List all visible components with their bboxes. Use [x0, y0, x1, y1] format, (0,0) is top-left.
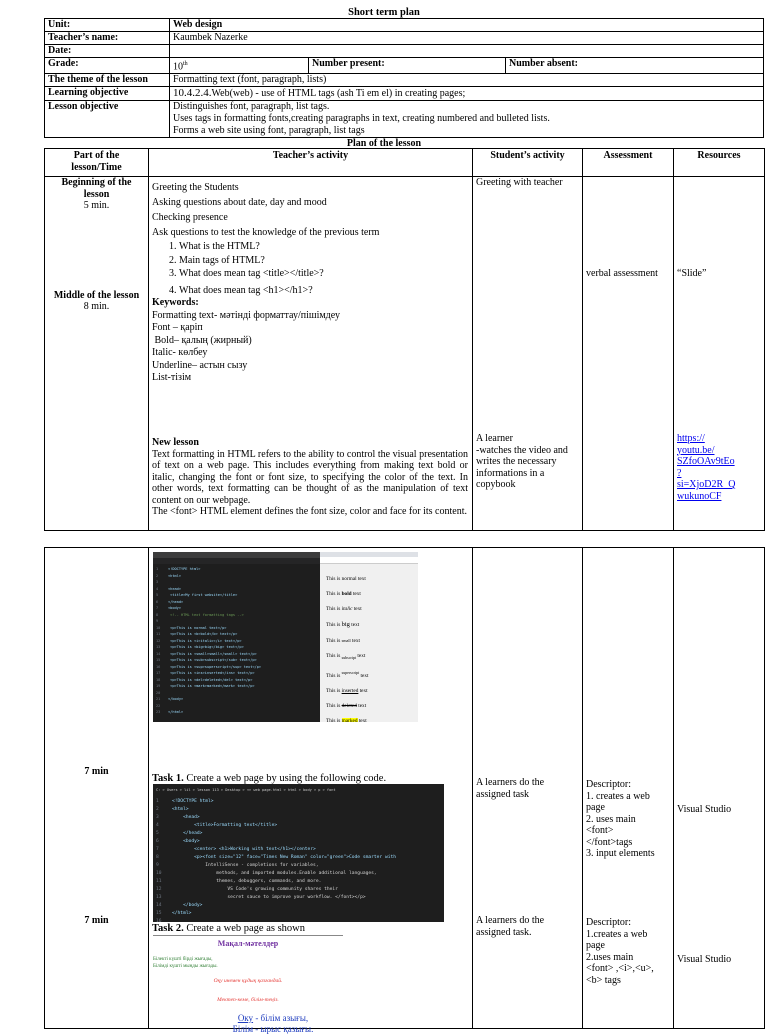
theme-value: Formatting text (font, paragraph, lists)	[170, 74, 764, 87]
student-line: assigned task.	[476, 926, 532, 938]
teacher-line: Greeting the Students	[152, 182, 239, 193]
task2-sample-page	[153, 935, 343, 1034]
preview-line: This is normal text	[326, 576, 366, 582]
header-table	[44, 18, 764, 138]
proverb-blue: Оку - білім азығы,	[237, 1012, 309, 1023]
code-line: 18 <p>This is <del>deleted</del> text</p>	[156, 677, 253, 682]
unit-value: Web design	[170, 19, 764, 32]
task1-line	[152, 773, 386, 785]
stage1-time: 5 min.	[83, 200, 110, 211]
student-line: A learners do the	[476, 777, 545, 788]
code-line: 15 <p>This is <sub>subscript</sub> text</p>	[156, 658, 257, 662]
descriptor-line: 1.creates a web	[586, 928, 648, 940]
col-resources: Resources	[674, 149, 765, 177]
page-title: Short term plan	[348, 7, 420, 18]
code-line: 21 </body>	[156, 697, 184, 701]
col-teacher: Teacher’s activity	[149, 149, 473, 177]
keyword: Italic- көлбеу	[152, 347, 208, 358]
teacher-line: Asking questions about date, day and mood	[152, 197, 327, 208]
task2-text: Create a web page as shown	[183, 923, 306, 934]
student-line: -watches the video and writes the necessary informations in a copybook	[476, 444, 568, 490]
code-line: 14 <p>This is <small>small</small> text</p>	[156, 651, 257, 656]
theme-label: The theme of the lesson	[45, 74, 170, 87]
resources-task-cell	[674, 548, 765, 1029]
stage2-time: 8 min.	[83, 301, 110, 312]
keyword: Bold– қалың (жирный)	[152, 334, 252, 346]
teacher-value: Kaumbek Nazerke	[170, 32, 764, 45]
list-item: 1. What is the HTML?	[179, 240, 469, 254]
task1-code-screenshot	[153, 784, 444, 922]
proverb-red: Оқу инемен құдық қазғандай.	[213, 977, 283, 984]
stage1-name: Beginning of the lesson	[61, 177, 132, 200]
list-item: 4. What does mean tag <h1></h1>?	[179, 284, 469, 298]
code-line: 1 <!DOCTYPE html>	[156, 567, 201, 571]
time-cell	[45, 548, 149, 1029]
preview-line: This is $_{subscript}$ text	[326, 653, 366, 661]
preview-line: This is bold text	[326, 591, 361, 597]
code-line: 12 VS Code's growing community shares their	[156, 886, 338, 892]
code-line: 4 <title>Formatting text</title>	[156, 822, 278, 828]
code-line: 7 <body>	[156, 606, 181, 610]
preview-line: This is marked text	[326, 717, 367, 722]
code-line: 13 <p>This is <big>big</big> text</p>	[156, 645, 244, 649]
proverbs-heading: Мақал-мәтелдер	[217, 939, 279, 948]
code-line: 10 <p>This is normal text</p>	[156, 625, 227, 630]
descriptor-line: <b> tags	[586, 974, 621, 986]
task1-time: 7 min	[84, 766, 109, 777]
code-line: 3 <head>	[156, 814, 200, 820]
teacher-line: Ask questions to test the knowledge of the previous term	[152, 227, 380, 238]
code-line: 8 <!-- HTML text formatting tags -->	[156, 612, 244, 617]
code-line: 1 <!DOCTYPE html>	[156, 798, 214, 804]
preview-line: This is inserted text	[326, 687, 368, 694]
task1-text: Create a web page by using the following code.	[183, 773, 387, 784]
keywords-title: Keywords:	[152, 297, 199, 308]
descriptor-cell	[583, 548, 674, 1029]
stage2-name: Middle of the lesson	[53, 290, 140, 301]
student-line: A learner	[476, 433, 513, 444]
student-greeting: Greeting with teacher	[476, 177, 563, 188]
descriptor-line: page	[586, 802, 605, 813]
code-line: 9	[156, 619, 159, 623]
code-line: 16	[156, 918, 162, 922]
code-line: 2 <html>	[156, 806, 189, 812]
keyword: Font – қаріп	[152, 322, 203, 333]
browser-preview	[320, 552, 418, 722]
assessment-cell	[583, 177, 674, 531]
breadcrumb: C: > Users > lil > lesson 113 > Desktop > <> web page.html > html > body > p > font	[156, 788, 336, 792]
descriptor-line: <font>	[586, 825, 614, 836]
resource-value: Visual Studio	[677, 804, 732, 815]
student-line: A learners do the	[476, 915, 545, 926]
col-part: Part of the lesson/Time	[45, 149, 149, 177]
descriptor-line: page	[586, 940, 605, 951]
code-line: 19 <p>This is <mark>marked</mark> text</p>	[156, 684, 255, 688]
code-editor-screenshot	[153, 552, 320, 722]
new-lesson-text: Text formatting in HTML refers to the ability to control the visual presentation of text on a web page. This includes everything from making text bold or italic, changing the font or font size, to specifying the color of the text. In other words, text formatting can be thought of as the manipulation of text content on our webpage.	[152, 448, 468, 506]
student-task-cell	[473, 548, 583, 1029]
col-student: Student’s activity	[473, 149, 583, 177]
task1-label: Task 1.	[152, 773, 184, 784]
lesson-table	[44, 148, 765, 531]
keyword: List-тізім	[152, 372, 192, 383]
task2-line	[152, 923, 305, 935]
grade-label: Grade:	[45, 58, 170, 74]
code-line: 5 </head>	[156, 830, 203, 836]
descriptor-line: 2.uses main	[586, 951, 634, 963]
learning-value: 10.4.2.4.Web(web) - use of HTML tags (ash Ti em el) in creating pages;	[170, 87, 764, 101]
date-value	[170, 45, 764, 58]
preview-line: This is small text	[326, 638, 360, 644]
code-line: 22	[156, 703, 161, 708]
col-assessment: Assessment	[583, 149, 674, 177]
code-line: 15 </html>	[156, 910, 192, 916]
lesson-obj-value: Distinguishes font, paragraph, list tags. Uses tags in formatting fonts,creating paragraphs in text, creating numbered and bulleted lists. Forms a web site using font, paragraph, list tags	[170, 101, 764, 138]
teacher-activity-cell	[149, 177, 473, 531]
student-activity-cell	[473, 177, 583, 531]
descriptor-title: Descriptor:	[586, 917, 631, 928]
proverb-green: Білекті күшті бірді жығады,	[153, 956, 213, 962]
proverb-red: Мектеп-кеме, білім-теңіз.	[217, 997, 279, 1003]
lesson-obj-label: Lesson objective	[45, 101, 170, 138]
youtube-link[interactable]: https:// youtu.be/ SZfoOAv9tEo ? si=XjoD2R_Q wukunoCF	[677, 433, 736, 502]
plan-title: Plan of the lesson	[346, 138, 422, 149]
code-line: 11 themes, debuggers, commands, and more.	[156, 878, 322, 884]
code-line: 11 <p>This is <b>bold</b> text</p>	[156, 632, 238, 636]
code-line: 2 <html>	[156, 573, 181, 578]
code-line: 7 <center> <h1>Working with text</h1></center>	[156, 846, 316, 852]
code-line: 10 methods, and imported modules.Enable additional languages,	[156, 870, 377, 876]
code-line: 9 IntelliSense - completions for variables,	[156, 862, 319, 868]
code-line: 16 <p>This is <sup>superscript</sup> text</p>	[156, 664, 262, 669]
tasks-table	[44, 547, 765, 1034]
grade-value: 10th	[170, 58, 309, 74]
keyword: Underline– астын сызу	[152, 359, 248, 371]
code-line: 4 <head>	[156, 586, 181, 591]
preview-line: This is $^{superscript}$ text	[326, 670, 369, 679]
code-line: 13 secret sauce to improve your workflow. </font></p>	[156, 894, 366, 900]
code-line: 23 </html>	[156, 710, 184, 714]
date-label: Date:	[45, 45, 170, 58]
task2-time: 7 min	[84, 915, 109, 926]
new-lesson-title: New lesson	[152, 437, 199, 448]
unit-label: Unit:	[45, 19, 170, 32]
list-item: 2. Main tags of HTML?	[179, 254, 469, 268]
code-line: 8 <p><font size="12" face="Times New Roman" color="green">Code smarter with	[156, 854, 397, 860]
keyword: Formatting text- мәтінді форматтау/пішімдеу	[152, 309, 340, 321]
question-list	[152, 240, 469, 297]
descriptor-title: Descriptor:	[586, 779, 631, 790]
task2-label: Task 2.	[152, 923, 184, 934]
code-line: 6 </head>	[156, 599, 184, 604]
code-line: 3	[156, 580, 159, 584]
code-line: 6 <body>	[156, 838, 200, 844]
proverb-green: Білімді күшті мыңды жығады.	[153, 963, 218, 969]
list-item: 3. What does mean tag <title></title>?	[179, 267, 469, 281]
code-line: 20	[156, 690, 161, 695]
absent-label: Number absent:	[506, 58, 764, 74]
preview-line: This is italic text	[326, 606, 362, 612]
learning-label: Learning objective	[45, 87, 170, 101]
descriptor-line: <font> ,<i>,<u>,	[586, 963, 654, 974]
code-line: 12 <p>This is <i>italic</i> text</p>	[156, 638, 242, 643]
stages-cell	[45, 177, 149, 531]
resource-value: Visual Studio	[677, 954, 732, 965]
proverb-blue: Білім - ырыс қазығы.	[232, 1024, 314, 1034]
teacher-line: Checking presence	[152, 212, 228, 223]
teacher-label: Teacher’s name:	[45, 32, 170, 45]
descriptor-line: 1. creates a web	[586, 790, 650, 802]
present-label: Number present:	[309, 58, 506, 74]
descriptor-line: 3. input elements	[586, 848, 655, 859]
resource-value: “Slide”	[677, 268, 707, 279]
code-line: 5 <title>My first website</title>	[156, 593, 238, 597]
preview-line: This is big text	[326, 621, 360, 628]
preview-line: This is deleted text	[326, 702, 367, 709]
assessment-value: verbal assessment	[586, 268, 658, 279]
code-line: 17 <p>This is <ins>inserted</ins> text</p>	[156, 671, 255, 675]
descriptor-line: </font>tags	[586, 836, 633, 848]
font-text: The <font> HTML element defines the font size, color and face for its content.	[152, 506, 467, 517]
resources-cell	[674, 177, 765, 531]
task-cell	[149, 548, 473, 1034]
code-line: 14 </body>	[156, 902, 203, 908]
descriptor-line: 2. uses main	[586, 813, 636, 825]
student-line: assigned task	[476, 788, 530, 800]
